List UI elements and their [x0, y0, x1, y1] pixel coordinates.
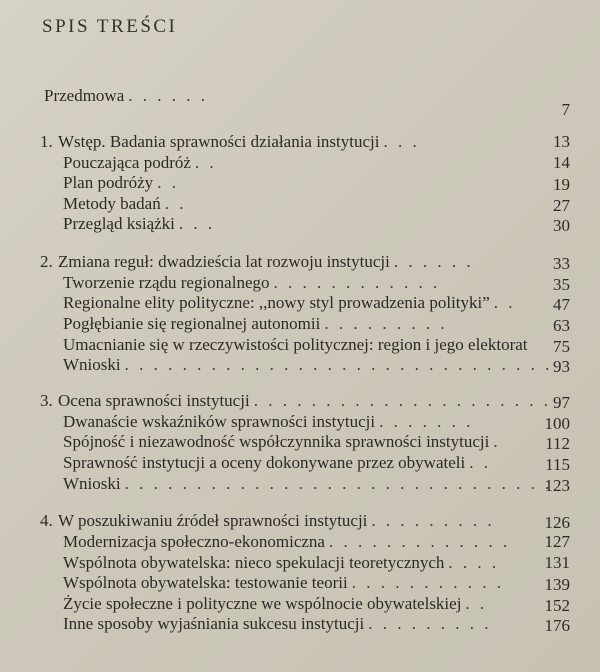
toc-page-number: 139: [544, 575, 570, 594]
section-label: Pouczająca podróż: [63, 153, 191, 172]
toc-page-number: 19: [553, 175, 570, 194]
section-label: Sprawność instytucji a oceny dokonywane przez obywateli: [63, 453, 466, 472]
toc-page-number: 152: [544, 596, 570, 615]
toc-page-number: 112: [545, 434, 570, 453]
toc-section: [63, 614, 492, 634]
toc-page-number: 30: [553, 216, 570, 235]
chapter-number: 1.: [40, 132, 53, 151]
section-label: Modernizacja społeczno-ekonomiczna: [63, 532, 325, 551]
toc-section: [63, 293, 516, 313]
toc-section: [63, 194, 186, 214]
page-title: SPIS TREŚCI: [42, 16, 178, 37]
toc-page-number: 14: [553, 153, 570, 172]
toc-page-number: 100: [544, 414, 570, 433]
toc-chapter-3: [40, 391, 551, 411]
toc-page-number: 131: [544, 553, 570, 572]
toc-page-number: 127: [544, 532, 570, 551]
toc-page-number: 115: [545, 455, 570, 474]
chapter-number: 4.: [40, 511, 53, 530]
toc-entry-label: Przedmowa: [44, 86, 125, 105]
toc-page-number: 63: [553, 316, 570, 335]
section-label: Życie społeczne i polityczne we wspólnocie obywatelskiej: [63, 594, 462, 613]
toc-section: [63, 453, 491, 473]
toc-section: [63, 474, 552, 494]
section-label: Przegląd książki: [63, 214, 175, 233]
toc-page-number: 13: [553, 132, 570, 151]
toc-leader-dots: . .: [164, 194, 187, 213]
toc-entry-preface: [44, 86, 208, 106]
section-label: Wspólnota obywatelska: nieco spekulacji teoretycznych: [63, 553, 445, 572]
toc-leader-dots: . . .: [178, 214, 216, 233]
toc-leader-dots: . . . . . . . . . . .: [351, 573, 504, 592]
toc-page-number: 93: [553, 357, 570, 376]
toc-section: [63, 153, 217, 173]
toc-leader-dots: . . . . . . .: [379, 412, 474, 431]
toc-section: [63, 173, 179, 193]
section-label: Spójność i niezawodność współczynnika sprawności instytucji: [63, 432, 490, 451]
toc-leader-dots: . .: [194, 153, 217, 172]
chapter-title: Wstęp. Badania sprawności działania instytucji: [58, 132, 380, 151]
toc-section: [63, 553, 499, 573]
toc-leader-dots: . . .: [383, 132, 420, 151]
toc-section: [63, 573, 504, 593]
toc-leader-dots: . . . . . .: [128, 86, 209, 105]
toc-page-number: 123: [544, 476, 570, 495]
toc-page-number: 27: [553, 196, 570, 215]
toc-leader-dots: . . . . . . . . .: [371, 511, 495, 530]
toc-leader-dots: . .: [469, 453, 491, 472]
toc-leader-dots: . . . . . . . . . . . . .: [328, 532, 511, 551]
section-label: Wnioski: [63, 355, 121, 374]
toc-section: [63, 432, 501, 452]
section-label: Umacnianie się w rzeczywistości politycznej: region i jego elektorat: [63, 335, 528, 354]
toc-page-number: 33: [553, 254, 570, 273]
toc-leader-dots: . .: [157, 173, 179, 192]
section-label: Pogłębianie się regionalnej autonomii: [63, 314, 321, 333]
section-label: Wspólnota obywatelska: testowanie teorii: [63, 573, 348, 592]
toc-leader-dots: . .: [493, 293, 516, 312]
toc-chapter-1: [40, 132, 420, 152]
toc-chapter-4: [40, 511, 495, 531]
toc-page-number: 35: [553, 275, 570, 294]
toc-section: [63, 214, 215, 234]
toc-leader-dots: . . . . . . . . . . . . . . . . . . . . .: [253, 391, 551, 410]
toc-leader-dots: . . . . . . . . . . . .: [273, 273, 441, 292]
toc-section: [63, 594, 487, 614]
toc-leader-dots: . . . . . . . . . . . . . . . . . . . . . . . . . . . . . .: [124, 474, 553, 493]
section-label: Wnioski: [63, 474, 121, 493]
toc-section: [63, 532, 510, 552]
chapter-number: 3.: [40, 391, 53, 410]
section-label: Regionalne elity polityczne: ,,nowy styl prowadzenia polityki”: [63, 293, 490, 312]
toc-chapter-2: [40, 252, 474, 272]
section-label: Plan podróży: [63, 173, 154, 192]
chapter-number: 2.: [40, 252, 53, 271]
toc-leader-dots: . . . . . . . . .: [324, 314, 448, 333]
toc-page-number: 97: [553, 393, 570, 412]
chapter-title: Zmiana reguł: dwadzieścia lat rozwoju instytucji: [58, 252, 390, 271]
toc-section: [63, 355, 552, 375]
chapter-title: W poszukiwaniu źródeł sprawności instytucji: [58, 511, 368, 530]
toc-page-number: 7: [561, 100, 570, 119]
toc-section: [63, 273, 440, 293]
section-label: Inne sposoby wyjaśniania sukcesu instytucji: [63, 614, 365, 633]
toc-leader-dots: . . . . . . . . . . . . . . . . . . . . . . . . . . . . . .: [124, 355, 553, 374]
toc-leader-dots: . . . . . .: [393, 252, 474, 271]
toc-section: [63, 335, 532, 355]
toc-leader-dots: . . . . . . . . .: [368, 614, 492, 633]
toc-page-number: 47: [553, 295, 570, 314]
toc-leader-dots: . .: [465, 594, 488, 613]
section-label: Dwanaście wskaźników sprawności instytucji: [63, 412, 376, 431]
chapter-title: Ocena sprawności instytucji: [58, 391, 250, 410]
toc-leader-dots: . . . .: [448, 553, 500, 572]
section-label: Metody badań: [63, 194, 161, 213]
section-label: Tworzenie rządu regionalnego: [63, 273, 270, 292]
toc-section: [63, 412, 473, 432]
toc-page-number: 75: [553, 337, 570, 356]
toc-page-number: 126: [544, 513, 570, 532]
toc-page-number: 176: [544, 616, 570, 635]
toc-section: [63, 314, 448, 334]
toc-leader-dots: .: [493, 432, 501, 451]
